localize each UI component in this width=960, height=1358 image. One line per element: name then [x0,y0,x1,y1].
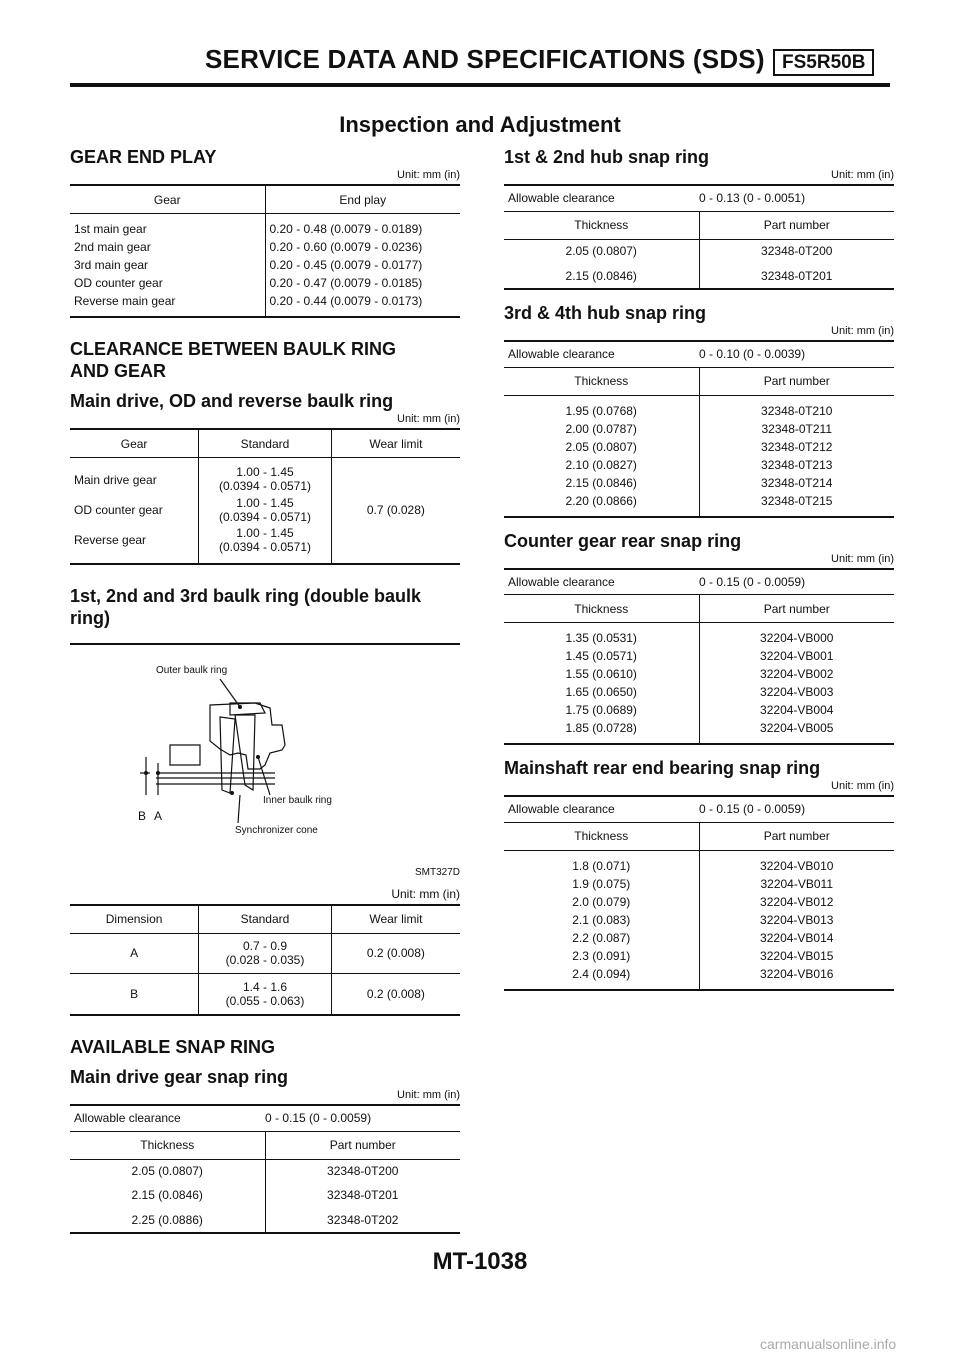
main-drive-baulk-table [70,428,460,565]
list-item: 2.3 (0.091) [572,948,631,963]
col-header: Standard [199,429,332,458]
right-column [504,146,894,991]
allow-label: Allowable clearance [508,574,615,589]
hub12-table [504,184,894,290]
header-title: SERVICE DATA AND SPECIFICATIONS (SDS) [205,44,765,74]
table-cell: 32348-0T201 [265,1183,460,1207]
list-item: 32204-VB015 [760,948,834,963]
table-cell [199,526,332,564]
hub34-heading: 3rd & 4th hub snap ring [504,303,707,323]
part-number-list [699,850,894,990]
table-cell [199,494,332,526]
table-cell: 32348-0T200 [699,239,894,263]
allow-value: 0 - 0.13 (0 - 0.0051) [699,191,806,206]
col-header: Dimension [70,905,199,934]
list-item: 32204-VB004 [760,703,834,717]
list-item: 2.0 (0.079) [572,894,631,909]
col-header: Wear limit [331,429,460,458]
list-item: 3rd main gear [74,258,149,272]
list-item: 32204-VB000 [760,631,834,645]
list-item: 32348-0T213 [761,457,833,472]
list-item: 2.15 (0.0846) [565,475,637,490]
part-number-list [699,395,894,517]
col-header: End play [265,185,460,214]
value-text: (0.028 - 0.035) [225,953,305,967]
list-item: 1.95 (0.0768) [565,403,637,418]
thickness-list [504,395,699,517]
list-item: 1.55 (0.0610) [565,667,637,681]
list-item: 32204-VB005 [760,721,834,735]
unit-label: Unit: mm (in) [397,413,460,425]
left-column [70,146,460,1234]
list-item: 1.75 (0.0689) [565,703,637,717]
table-cell: Reverse gear [74,533,147,547]
list-item: 1st main gear [74,222,147,236]
allow-value: 0 - 0.10 (0 - 0.0039) [699,347,806,362]
wear-limit-cell: 0.7 (0.028) [331,458,460,564]
table-cell: Main drive gear [74,472,157,487]
list-item: 32348-0T211 [761,421,832,436]
value-text: 1.00 - 1.45 [236,526,294,540]
table-cell: 32348-0T201 [699,263,894,289]
col-header: Thickness [504,595,699,623]
gear-end-play-heading: GEAR END PLAY [70,147,217,167]
unit-label: Unit: mm (in) [397,169,460,181]
table-cell: 2.25 (0.0886) [131,1212,203,1227]
list-item: Reverse main gear [74,294,176,308]
thickness-list [504,850,699,990]
list-item: 2.20 (0.0866) [565,493,637,508]
list-item: 32348-0T212 [761,439,833,454]
unit-label: Unit: mm (in) [831,780,894,792]
list-item: 32204-VB002 [760,667,834,681]
col-header: Thickness [504,211,699,239]
col-header: Thickness [70,1131,265,1159]
value-text: (0.0394 - 0.0571) [218,509,312,524]
list-item: 2.2 (0.087) [572,930,631,945]
allow-label: Allowable clearance [508,802,615,817]
double-baulk-heading: 1st, 2nd and 3rd baulk ring (double baulk ring) [70,585,422,628]
col-header: Part number [699,367,894,395]
unit-label: Unit: mm (in) [831,552,894,565]
counter-table [504,568,894,746]
dim-a-label: A [154,808,163,823]
table-cell: 2.05 (0.0807) [131,1164,203,1179]
list-item: 1.9 (0.075) [572,876,631,891]
unit-label: Unit: mm (in) [397,1089,460,1101]
list-item: 2.05 (0.0807) [565,439,637,454]
baulk-ring-diagram [70,645,460,877]
thickness-list [504,623,699,745]
col-header: Thickness [504,822,699,850]
table-cell: 32348-0T200 [265,1159,460,1183]
figure-code: SMT327D [414,866,460,878]
allow-label: Allowable clearance [508,191,615,206]
clearance-heading: CLEARANCE BETWEEN BAULK RING AND GEAR [70,339,396,381]
table-cell: 0.2 (0.008) [331,973,460,1015]
page-title: Inspection and Adjustment [339,112,621,137]
unit-label: Unit: mm (in) [391,886,460,901]
table-cell [199,973,332,1015]
value-text: 0.7 - 0.9 [242,939,287,953]
table-cell: 32348-0T202 [265,1207,460,1233]
table-cell: B [130,986,139,1001]
list-item: 1.85 (0.0728) [565,721,637,735]
page-number: MT-1038 [432,1248,528,1275]
list-item: 32204-VB013 [760,912,834,927]
mainshaft-heading: Mainshaft rear end bearing snap ring [504,758,821,778]
mainshaft-table [504,795,894,991]
list-item: 32204-VB003 [760,685,834,699]
list-item: 1.8 (0.071) [572,858,631,873]
part-number-list [699,623,894,745]
list-item: 32348-0T210 [761,403,833,418]
unit-label: Unit: mm (in) [831,325,894,337]
col-header: Part number [699,211,894,239]
list-item: 32204-VB012 [760,894,834,909]
allow-value: 0 - 0.15 (0 - 0.0059) [265,1111,372,1126]
table-cell: OD counter gear [74,502,163,517]
watermark: carmanualsonline.info [760,1336,897,1352]
allow-value: 0 - 0.15 (0 - 0.0059) [699,802,806,817]
list-item: 2.1 (0.083) [572,912,631,927]
outer-ring-label: Outer baulk ring [156,664,228,676]
main-drive-baulk-heading: Main drive, OD and reverse baulk ring [70,391,394,411]
value-text: 1.00 - 1.45 [236,495,294,510]
dim-b-label: B [138,808,147,823]
unit-label: Unit: mm (in) [831,169,894,181]
list-item: 32204-VB011 [760,876,833,891]
header-code: FS5R50B [773,49,874,76]
list-item: 0.20 - 0.45 (0.0079 - 0.0177) [269,258,423,272]
value-text: 1.4 - 1.6 [242,979,287,994]
list-item: 32348-0T215 [761,493,833,508]
value-text: (0.0394 - 0.0571) [218,540,312,554]
list-item: 32204-VB014 [760,930,834,945]
gear-end-play-table [70,184,460,318]
col-header: Gear [70,429,199,458]
cone-label: Synchronizer cone [235,824,318,836]
list-item: 2nd main gear [74,240,151,254]
list-item: 2.4 (0.094) [572,966,631,981]
col-header: Wear limit [331,905,460,934]
allow-label: Allowable clearance [508,347,615,362]
list-item: 1.65 (0.0650) [565,685,637,699]
counter-heading: Counter gear rear snap ring [504,530,742,551]
col-header: Thickness [504,367,699,395]
table-cell [199,458,332,494]
list-item: 0.20 - 0.44 (0.0079 - 0.0173) [269,294,423,308]
value-text: 1.00 - 1.45 [236,464,294,479]
inner-ring-label: Inner baulk ring [263,794,332,806]
end-play-list [265,214,460,318]
list-item: 2.00 (0.0787) [565,421,637,436]
col-header: Part number [265,1131,460,1159]
list-item: 32204-VB016 [760,966,834,981]
list-item: 32204-VB010 [760,858,834,873]
list-item: 32204-VB001 [760,649,834,663]
table-cell: 2.15 (0.0846) [131,1188,203,1202]
col-header: Part number [699,822,894,850]
list-item: OD counter gear [74,276,163,290]
main-drive-snap-table [70,1104,460,1234]
list-item: 1.35 (0.0531) [565,631,637,645]
list-item: 2.10 (0.0827) [565,457,637,472]
table-cell: 2.15 (0.0846) [565,268,637,283]
table-cell: A [130,946,139,960]
list-item: 32348-0T214 [761,475,833,490]
baulk-ring-figure [70,643,460,877]
table-cell: 0.2 (0.008) [331,933,460,973]
hub34-table [504,340,894,518]
double-baulk-table [70,904,460,1017]
value-text: (0.0394 - 0.0571) [218,478,312,493]
table-cell [199,933,332,973]
list-item: 0.20 - 0.47 (0.0079 - 0.0185) [269,276,423,290]
col-header: Part number [699,595,894,623]
gear-list [70,214,265,318]
available-snap-ring-heading: AVAILABLE SNAP RING [70,1037,276,1057]
header-rule [70,83,890,87]
table-cell: 2.05 (0.0807) [565,244,637,259]
main-drive-snap-heading: Main drive gear snap ring [70,1067,289,1087]
value-text: (0.055 - 0.063) [225,993,305,1008]
list-item: 0.20 - 0.60 (0.0079 - 0.0236) [269,240,423,254]
list-item: 0.20 - 0.48 (0.0079 - 0.0189) [269,222,423,236]
hub12-heading: 1st & 2nd hub snap ring [504,147,710,167]
allow-label: Allowable clearance [74,1111,181,1126]
allow-value: 0 - 0.15 (0 - 0.0059) [699,574,806,589]
col-header: Gear [70,185,265,214]
col-header: Standard [199,905,332,934]
list-item: 1.45 (0.0571) [565,649,637,663]
